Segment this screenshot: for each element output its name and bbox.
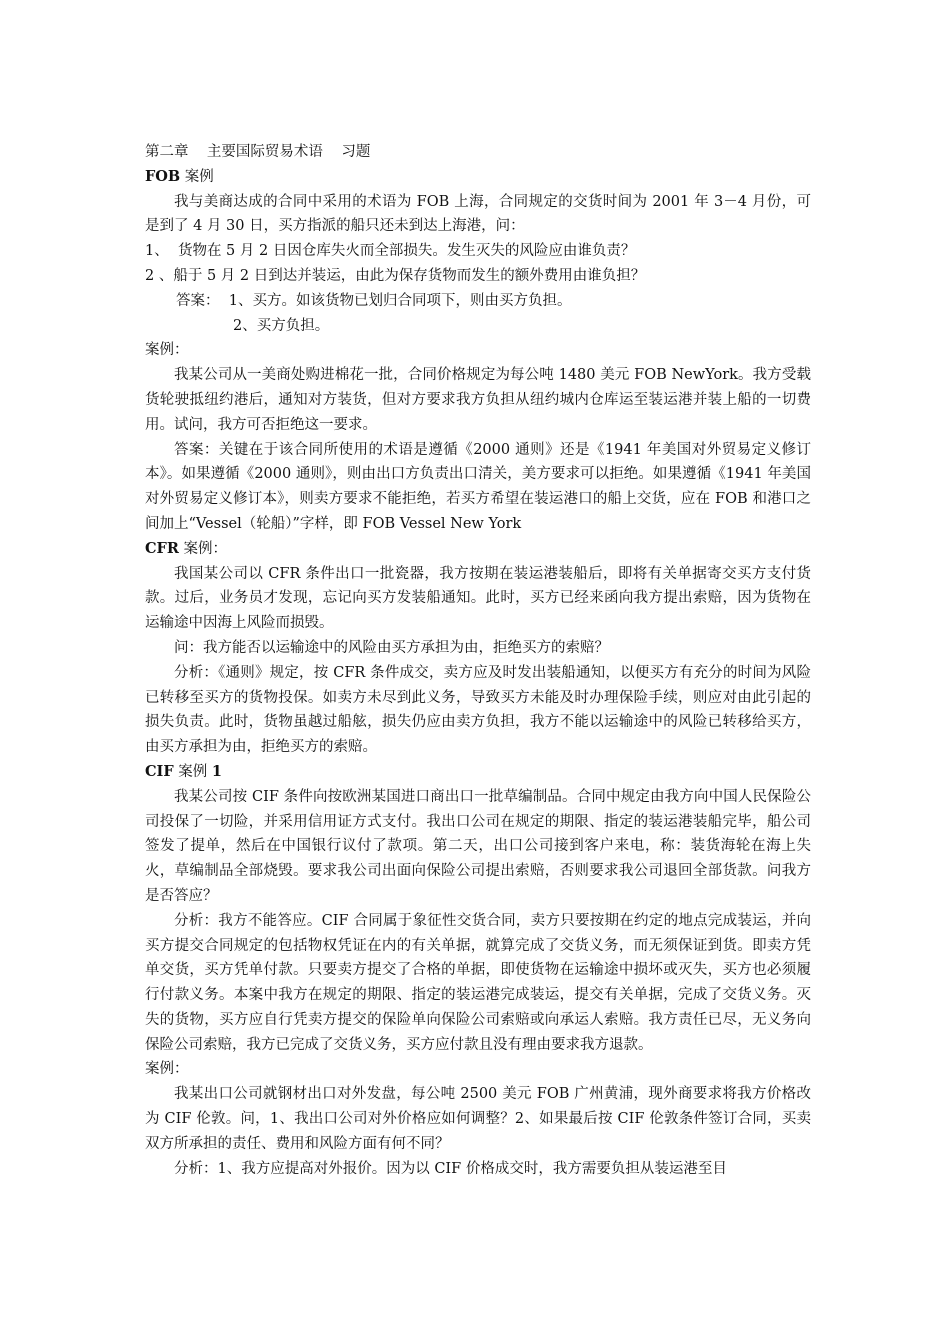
case2-text: 我某公司从一美商处购进棉花一批，合同价格规定为每公吨 1480 美元 FOB NewYork。我方受载货轮驶抵纽约港后，通知对方装货，但对方要求我方负担从纽约城内仓库运至装运港并装上船的一切费用。试问，我方可否拒绝这一要求。 — [145, 367, 811, 433]
case5-text: 我某出口公司就钢材出口对外发盘，每公吨 2500 美元 FOB 广州黄浦，现外商要求将我方价格改为 CIF 伦敦。问，1、我出口公司对外价格应如何调整？2、如果最后按 CIF 伦敦条件签订合同，买卖双方所承担的责任、费用和风险方面有何不同？ — [145, 1086, 811, 1152]
cfr-analysis: 分析：《通则》规定，按 CFR 条件成交，卖方应及时发出装船通知，以便买方有充分的时间为风险已转移至买方的货物投保。如卖方未尽到此义务，导致买方未能及时办理保险手续，则应对由此引起的损失负责。此时，货物虽越过船舷，损失仍应由卖方负担，我方不能以运输途中的风险已转移给买方，由买方承担为由，拒绝买方的索赔。 — [145, 664, 811, 756]
fob-question-2: 2 、船于 5 月 2 日到达并装运，由此为保存货物而发生的额外费用由谁负担？ — [145, 267, 646, 284]
cfr-heading-term: CFR — [145, 539, 179, 557]
fob-answer-1: 答案： 1、买方。如该货物已划归合同项下，则由买方负担。 — [176, 292, 572, 309]
cfr-heading-text: 案例： — [178, 540, 227, 557]
document-page — [145, 140, 811, 1181]
cfr-case-text: 我国某公司以 CFR 条件出口一批瓷器，我方按期在装运港装船后，即将有关单据寄交买方支付货款。过后，业务员才发现，忘记向买方发装船通知。此时，买方已经来函向我方提出索赔，因为货物在运输途中因海上风险而损毁。 — [145, 565, 811, 632]
cif-heading-number: 1 — [211, 762, 222, 780]
cif-heading-text: 案例 — [173, 763, 212, 780]
cif-heading — [145, 760, 811, 785]
cif-heading-term: CIF — [145, 762, 174, 780]
fob-heading-term: FOB — [145, 167, 181, 185]
cfr-heading — [145, 537, 811, 562]
case2-heading: 案例： — [145, 342, 189, 359]
case5-heading: 案例： — [145, 1061, 189, 1078]
cif-case-text: 我某公司按 CIF 条件向按欧洲某国进口商出口一批草编制品。合同中规定由我方向中国人民保险公司投保了一切险，并采用信用证方式支付。我出口公司在规定的期限、指定的装运港装船完毕，船公司签发了提单，然后在中国银行议付了款项。第二天，出口公司接到客户来电，称：装货海轮在海上失火，草编制品全部烧毁。要求我公司出面向保险公司提出索赔，否则要求我公司退回全部货款。问我方是否答应？ — [145, 788, 811, 904]
case5-analysis: 分析：1、我方应提高对外报价。因为以 CIF 价格成交时，我方需要负担从装运港至目 — [174, 1160, 727, 1177]
fob-heading-text: 案例 — [180, 168, 214, 185]
case2-answer: 答案：关键在于该合同所使用的术语是遵循《2000 通则》还是《1941 年美国对外贸易定义修订本》。如果遵循《2000 通则》，则由出口方负责出口清关，美方要求可以拒绝。如果遵循《1941 年美国对外贸易定义修订本》，则卖方要求不能拒绝，若买方希望在装运港口的船上交货，应在 FOB 和港口之间加上“Vessel（轮船）”字样，即 FOB Vessel New York — [145, 441, 811, 532]
fob-case-text: 我与美商达成的合同中采用的术语为 FOB 上海，合同规定的交货时间为 2001 年 3－4 月份，可是到了 4 月 30 日，买方指派的船只还未到达上海港，问： — [145, 193, 811, 235]
cif-analysis: 分析：我方不能答应。CIF 合同属于象征性交货合同，卖方只要按期在约定的地点完成装运，并向买方提交合同规定的包括物权凭证在内的有关单据，就算完成了交货义务，而无须保证到货。即卖方凭单交货，买方凭单付款。只要卖方提交了合格的单据，即使货物在运输途中损坏或灭失，买方也必须履行付款义务。本案中我方在规定的期限、指定的装运港完成装运，提交有关单据，完成了交货义务。灭失的货物，买方应自行凭卖方提交的保险单向保险公司索赔或向承运人索赔。我方责任已尽，无义务向保险公司索赔，我方已完成了交货义务，买方应付款且没有理由要求我方退款。 — [145, 912, 811, 1053]
page-title: 第二章 主要国际贸易术语 习题 — [145, 144, 371, 160]
fob-answer-2: 2、买方负担。 — [233, 317, 330, 334]
fob-heading — [145, 165, 811, 190]
cfr-question: 问：我方能否以运输途中的风险由买方承担为由，拒绝买方的索赔？ — [174, 639, 609, 656]
fob-question-1: 1、 货物在 5 月 2 日因仓库失火而全部损失。发生灭失的风险应由谁负责？ — [145, 243, 636, 260]
